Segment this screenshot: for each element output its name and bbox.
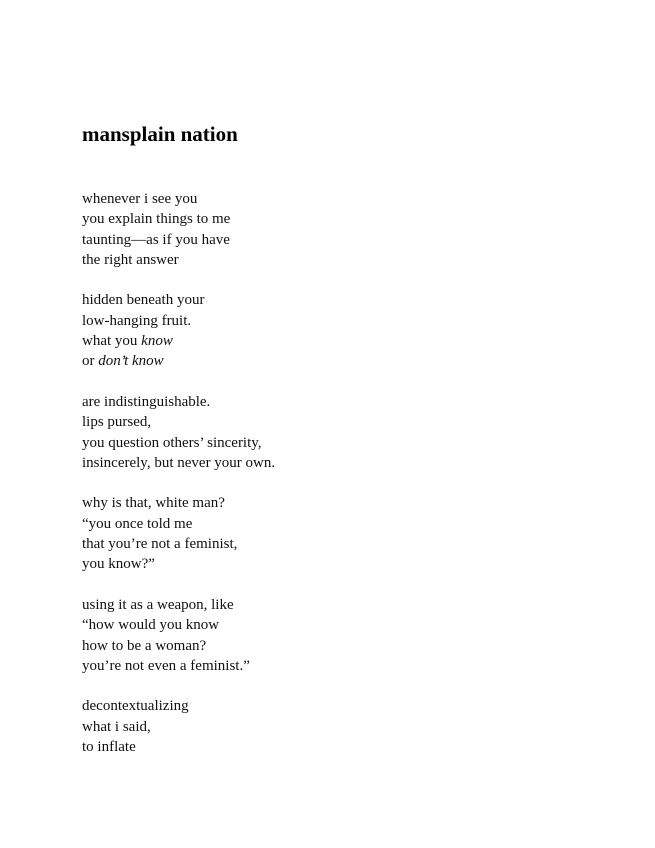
poem-line: you question others’ sincerity, — [82, 434, 262, 451]
poem-line — [82, 331, 275, 351]
poem-line: insincerely, but never your own. — [82, 454, 276, 471]
poem-line-emphasis: don’t know — [98, 353, 164, 370]
poem-line-text: what you — [82, 333, 142, 350]
poem-line: using it as a weapon, like — [82, 596, 234, 613]
poem-line-emphasis: know — [141, 333, 173, 350]
poem-line: the right answer — [82, 251, 179, 268]
poem-line: “you once told me — [82, 515, 193, 532]
poem-line: why is that, white man? — [82, 495, 225, 512]
poem-line: taunting—as if you have — [82, 231, 230, 248]
poem-line: are indistinguishable. — [82, 393, 211, 410]
poem-title: mansplain nation — [82, 122, 238, 146]
stanza-5 — [82, 595, 275, 676]
poem-line: decontextualizing — [82, 698, 189, 715]
poem-line: to inflate — [82, 739, 136, 756]
stanza-6 — [82, 696, 275, 757]
poem-body — [82, 189, 275, 778]
stanza-1 — [82, 189, 275, 270]
poem-line: low-hanging fruit. — [82, 312, 192, 329]
poem-line: you explain things to me — [82, 211, 231, 228]
poem-line: hidden beneath your — [82, 292, 205, 309]
poem-line — [82, 351, 275, 371]
poem-line: whenever i see you — [82, 191, 198, 207]
poem-line: you know?” — [82, 556, 155, 573]
stanza-4 — [82, 493, 275, 574]
stanza-2 — [82, 290, 275, 371]
poem-line: lips pursed, — [82, 414, 152, 431]
stanza-3 — [82, 392, 275, 473]
poem-line: that you’re not a feminist, — [82, 536, 238, 553]
poem-line: how to be a woman? — [82, 637, 207, 654]
poem-line: “how would you know — [82, 617, 220, 634]
poem-line: what i said, — [82, 718, 151, 735]
poem-line-text: or — [82, 353, 99, 370]
poem-line: you’re not even a feminist.” — [82, 657, 250, 674]
